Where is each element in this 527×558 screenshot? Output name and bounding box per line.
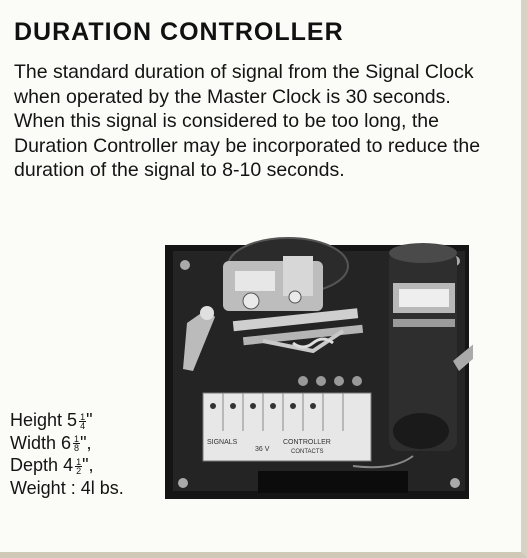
spec-depth: Depth 4 $\frac{1}{2}$ ", (10, 455, 94, 476)
spec-width: Width 6 $\frac{1}{8}$ ", (10, 432, 92, 454)
terminal-label-voltage: 36 V (255, 446, 270, 453)
page-title: DURATION CONTROLLER (14, 18, 344, 46)
spec-weight: Weight : 4l bs. (10, 477, 124, 498)
description-paragraph: The standard duration of signal from the Signal Clock when operated by the Master Clock is 30 seconds. When this signal is considered to be too long, the Duration Controller may be incorporated to reduce the duration of the signal to 8-10 seconds. (14, 61, 481, 182)
width-fraction: $\frac{1}{8}$ (74, 434, 80, 454)
terminal-label-contacts: CONTACTS (291, 449, 324, 455)
height-fraction: $\frac{1}{4}$ (80, 411, 86, 431)
depth-fraction: $\frac{1}{2}$ (76, 456, 82, 476)
terminal-label-signals: SIGNALS (207, 439, 238, 446)
spec-height: Height 5 $\frac{1}{4}$ " (10, 410, 93, 431)
terminal-label-controller: CONTROLLER (283, 439, 331, 446)
duration-controller-photo (163, 231, 473, 501)
specifications (10, 409, 124, 499)
